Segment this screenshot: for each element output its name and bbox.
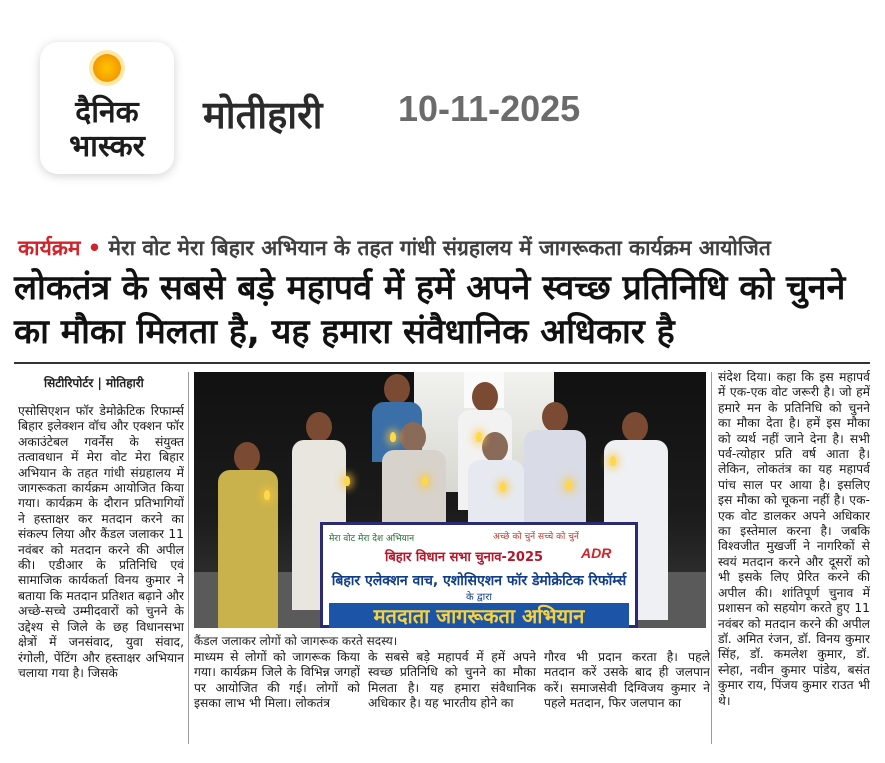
candle-flame [500, 482, 506, 492]
candle-flame [476, 432, 482, 442]
kicker-tag: कार्यक्रम • [18, 236, 102, 260]
banner-top-right: अच्छे को चुनें सच्चे को चुनें [493, 532, 579, 542]
edition-city: मोतीहारी [203, 93, 323, 137]
candle-flame [344, 476, 350, 486]
byline: सिटीरिपोर्टर | मोतिहारी [44, 376, 144, 390]
logo-line-1: दैनिक [75, 95, 139, 130]
logo-line-2: भास्कर [69, 129, 145, 164]
candle-flame [422, 476, 428, 486]
column-divider [711, 372, 712, 744]
article-column-1: एसोसिएशन फॉर डेमोक्रेटिक रिफार्म्स बिहार इलेक्शन वॉच और एक्शन फॉर अकाउंटेबल गवर्नेंस के संयुक्त तत्वावधान में मेरा वोट मेरा बिहार अभियान के तहत गांधी संग्रहालय में जागरूकता कार्यक्रम आयोजित किया गया। कार्यक्रम के दौरान प्रतिभागियों ने हस्ताक्षर कर मतदान करने का संकल्प लिया और कैंडल जलाकर 11 नवंबर को मतदान करने की अपील की। एडीआर के प्रतिनिधि एवं सामाजिक कार्यकर्ता विनय कुमार ने बताया कि मतदान प्रतिशत बढ़ाने और अच्छे-सच्चे उम्मीदवारों को चुनने के उद्देश्य से जिले के छह विधानसभा क्षेत्रों में जनसंवाद, युवा संवाद, रंगोली, पेंटिंग और हस्ताक्षर अभियान चलाया गया है। जिसके [18, 404, 184, 680]
candle-flame [264, 490, 270, 500]
kicker [18, 234, 771, 262]
awareness-banner [320, 522, 638, 628]
kicker-text: मेरा वोट मेरा बिहार अभियान के तहत गांधी संग्रहालय में जागरूकता कार्यक्रम आयोजित [108, 236, 771, 260]
article-column-5: संदेश दिया। कहा कि इस महापर्व में एक-एक वोट जरूरी है। जो हमें हमारे मन के प्रतिनिधि को चुनने का मौका देता है। हमें इस मौका को व्यर्थ नहीं जाने देना है। सभी पर्व-त्योहार प्रति वर्ष आता है। लेकिन, लोकतंत्र का यह महापर्व पांच साल पर आया है। इसलिए इस मौका को चूकना नहीं है। एक-एक वोट डालकर अपने अधिकार का इस्तेमाल करना है। जबकि विश्वजीत मुखर्जी ने नागरिकों से स्वयं मतदान करने और दूसरों को भी इसके लिए प्रेरित करने की अपील की। शांतिपूर्ण चुनाव में प्रशासन को सहयोग करते हुए 11 नवंबर को मतदान करने की अपील डॉ. अमित रंजन, डॉ. विनय कुमार सिंह, डॉ. कमलेश कुमार, डॉ. स्नेहा, नवीन कुमार पांडेय, बसंत कुमार राय, पिंजय कुमार राउत भी थे। [718, 370, 870, 708]
column-divider [188, 372, 189, 744]
photo-caption: कैंडल जलाकर लोगों को जागरूक करते सदस्य। [194, 634, 398, 648]
headline: लोकतंत्र के सबसे बड़े महापर्व में हमें अपने स्वच्छ प्रतिनिधि को चुनने का मौका मिलता है, यह हमारा संवैधानिक अधिकार है [14, 268, 846, 352]
banner-by-line: के द्वारा [466, 592, 492, 603]
article-column-4: गौरव भी प्रदान करता है। पहले मतदान करें उसके बाद ही जलपान करें। समाजसेवी दिग्विजय कुमार ने पहले मतदान, फिर जलपान का [544, 650, 710, 711]
sun-icon [93, 54, 121, 82]
candle-flame [566, 480, 572, 490]
article-column-2: माध्यम से लोगों को जागरूक किया गया। कार्यक्रम जिले के विभिन्न जगहों पर आयोजित की गई। लोगों को इसका लाभ भी मिला। लोकतंत्र [194, 650, 360, 711]
event-photo [194, 372, 706, 628]
candle-flame [390, 432, 396, 442]
edition-date: 10-11-2025 [398, 88, 581, 129]
banner-org-line: बिहार एलेक्शन वाच, एशोसिएशन फॉर डेमोक्रेटिक रिफॉर्म्स [331, 573, 627, 589]
headline-rule [14, 362, 870, 364]
banner-title: बिहार विधान सभा चुनाव-2025 [385, 550, 544, 565]
banner-campaign: मतदाता जागरूकता अभियान [329, 603, 629, 628]
candle-flame [610, 456, 616, 466]
adr-logo: ADR [581, 545, 612, 561]
banner-top-left: मेरा वोट मेरा देश अभियान [329, 534, 415, 544]
dainik-bhaskar-logo [40, 42, 174, 174]
article-column-3: के सबसे बड़े महापर्व में हमें अपने स्वच्छ प्रतिनिधि को चुनने का मौका मिलता है। यह हमारा संवैधानिक अधिकार है। यह भारतीय होने का [368, 650, 536, 711]
